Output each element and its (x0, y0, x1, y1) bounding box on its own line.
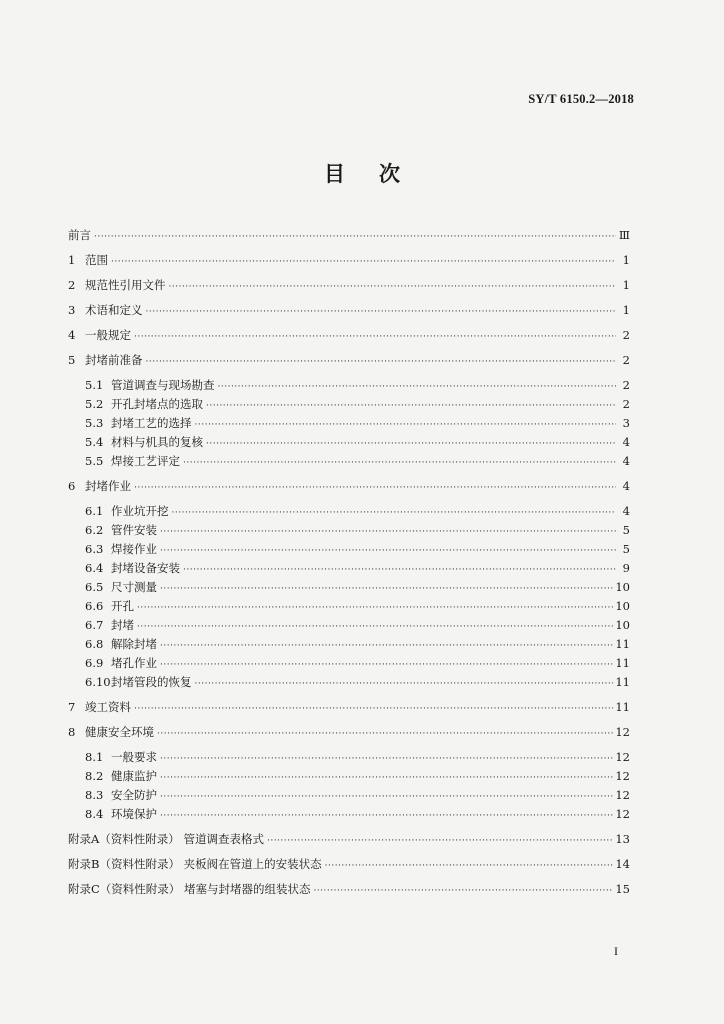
toc-entry-label: 堵孔作业 (111, 656, 157, 670)
toc-entry-page: 12 (615, 769, 630, 783)
dot-leader (94, 228, 616, 247)
toc-entry-page: 10 (615, 599, 630, 613)
toc-entry-number: 6.3 (85, 542, 104, 556)
toc-entry-number: 7 (68, 700, 76, 714)
dot-leader (160, 580, 613, 599)
dot-leader (183, 561, 616, 580)
toc-entry-page: 3 (622, 416, 630, 430)
table-of-contents (68, 226, 630, 899)
toc-entry[interactable] (68, 830, 630, 849)
dot-leader (137, 599, 613, 618)
toc-entry-number: 5.2 (85, 397, 104, 411)
toc-entry-label: 焊接工艺评定 (111, 454, 180, 468)
toc-entry-number: 5 (68, 353, 76, 367)
toc-entry-label: 管道调查与现场勘查 (111, 378, 215, 392)
dot-leader (111, 253, 616, 272)
toc-entry[interactable] (68, 654, 630, 673)
toc-entry-number: 8.2 (85, 769, 104, 783)
toc-entry-number: 5.4 (85, 435, 104, 449)
toc-entry[interactable] (68, 276, 630, 295)
dot-leader (325, 857, 614, 876)
toc-entry[interactable] (68, 698, 630, 717)
dot-leader (146, 353, 617, 372)
toc-entry-label: 规范性引用文件 (85, 278, 166, 292)
toc-entry-label: 作业坑开挖 (111, 504, 169, 518)
toc-entry-label: 安全防护 (111, 788, 157, 802)
toc-entry-number: 6.7 (85, 618, 104, 632)
dot-leader (160, 656, 613, 675)
toc-entry-page: 5 (622, 523, 630, 537)
dot-leader (160, 542, 616, 561)
dot-leader (183, 454, 616, 473)
toc-entry-number: 6.10 (85, 675, 111, 689)
toc-entry-page: 12 (615, 725, 630, 739)
toc-entry-label: 竣工资料 (85, 700, 131, 714)
toc-entry-label: 封堵作业 (85, 479, 131, 493)
toc-entry-label: 附录B（资料性附录） 夹板阀在管道上的安装状态 (68, 857, 322, 871)
toc-entry-page: 4 (622, 479, 630, 493)
dot-leader (160, 523, 616, 542)
toc-entry-label: 焊接作业 (111, 542, 157, 556)
toc-entry-number: 8.4 (85, 807, 104, 821)
toc-entry-page: 1 (622, 303, 630, 317)
toc-entry-number: 6.9 (85, 656, 104, 670)
toc-entry-number: 6.2 (85, 523, 104, 537)
toc-entry[interactable] (68, 351, 630, 370)
toc-entry[interactable] (68, 540, 630, 559)
toc-entry-page: 2 (622, 353, 630, 367)
dot-leader (195, 416, 617, 435)
dot-leader (195, 675, 614, 694)
toc-entry[interactable] (68, 521, 630, 540)
dot-leader (313, 882, 613, 901)
toc-entry-page: 2 (622, 397, 630, 411)
toc-entry[interactable] (68, 786, 630, 805)
toc-entry-page: 12 (615, 807, 630, 821)
toc-entry[interactable] (68, 805, 630, 824)
toc-entry-page: 2 (622, 328, 630, 342)
toc-entry-label: 环境保护 (111, 807, 157, 821)
toc-entry-label: 范围 (85, 253, 108, 267)
toc-entry-label: 解除封堵 (111, 637, 157, 651)
toc-entry-page: 11 (615, 675, 630, 689)
toc-entry-number: 1 (68, 253, 76, 267)
toc-entry-number: 5.5 (85, 454, 104, 468)
dot-leader (160, 750, 613, 769)
toc-entry-number: 2 (68, 278, 76, 292)
toc-entry[interactable] (68, 597, 630, 616)
toc-entry[interactable] (68, 502, 630, 521)
toc-entry[interactable] (68, 395, 630, 414)
toc-entry-label: 尺寸测量 (111, 580, 157, 594)
dot-leader (160, 769, 613, 788)
toc-entry-number: 6.8 (85, 637, 104, 651)
toc-entry-label: 封堵设备安装 (111, 561, 180, 575)
dot-leader (160, 807, 613, 826)
dot-leader (134, 700, 613, 719)
toc-entry-page: 11 (615, 656, 630, 670)
toc-entry-label: 一般规定 (85, 328, 131, 342)
dot-leader (267, 832, 613, 851)
toc-entry[interactable] (68, 880, 630, 899)
dot-leader (206, 435, 616, 454)
toc-entry[interactable] (68, 559, 630, 578)
dot-leader (157, 725, 613, 744)
toc-entry[interactable] (68, 376, 630, 395)
toc-entry[interactable] (68, 414, 630, 433)
toc-entry[interactable] (68, 226, 630, 245)
toc-entry-label: 材料与机具的复核 (111, 435, 203, 449)
dot-leader (160, 788, 613, 807)
toc-entry-number: 5.1 (85, 378, 104, 392)
toc-entry[interactable] (68, 635, 630, 654)
toc-entry[interactable] (68, 616, 630, 635)
toc-entry[interactable] (68, 673, 630, 692)
toc-entry-page: 1 (622, 253, 630, 267)
toc-entry-label: 封堵前准备 (85, 353, 143, 367)
dot-leader (146, 303, 617, 322)
toc-entry-label: 前言 (68, 228, 91, 242)
dot-leader (134, 328, 616, 347)
dot-leader (218, 378, 617, 397)
toc-entry[interactable] (68, 767, 630, 786)
toc-entry-number: 3 (68, 303, 76, 317)
toc-entry-page: 11 (615, 637, 630, 651)
toc-entry-number: 6.1 (85, 504, 104, 518)
toc-entry-page: 14 (615, 857, 630, 871)
toc-entry-page: 10 (615, 580, 630, 594)
toc-entry-page: 9 (622, 561, 630, 575)
toc-title-char-2: 次 (379, 161, 400, 186)
toc-entry-number: 8.1 (85, 750, 104, 764)
toc-entry-number: 5.3 (85, 416, 104, 430)
toc-entry-page: 12 (615, 750, 630, 764)
page-number: I (614, 944, 618, 958)
toc-entry-label: 管件安装 (111, 523, 157, 537)
toc-entry[interactable] (68, 855, 630, 874)
toc-entry-number: 6.6 (85, 599, 104, 613)
dot-leader (172, 504, 617, 523)
toc-entry-page: 5 (622, 542, 630, 556)
toc-entry-number: 6 (68, 479, 76, 493)
toc-entry-number: 8.3 (85, 788, 104, 802)
dot-leader (137, 618, 613, 637)
toc-entry[interactable] (68, 301, 630, 320)
standard-code: SY/T 6150.2—2018 (528, 92, 634, 106)
toc-entry-number: 6.5 (85, 580, 104, 594)
toc-entry-number: 6.4 (85, 561, 104, 575)
toc-entry-label: 附录C（资料性附录） 堵塞与封堵器的组装状态 (68, 882, 311, 896)
toc-entry-page: 4 (622, 435, 630, 449)
toc-entry-page: 4 (622, 454, 630, 468)
toc-entry-number: 4 (68, 328, 76, 342)
toc-entry-page: 2 (622, 378, 630, 392)
toc-entry-page: 11 (615, 700, 630, 714)
toc-entry[interactable] (68, 578, 630, 597)
toc-entry-label: 开孔封堵点的选取 (111, 397, 203, 411)
toc-entry-page: 1 (622, 278, 630, 292)
toc-entry-label: 附录A（资料性附录） 管道调查表格式 (68, 832, 264, 846)
toc-entry[interactable] (68, 433, 630, 452)
toc-entry[interactable] (68, 326, 630, 345)
toc-entry-page: 15 (615, 882, 630, 896)
toc-entry-label: 健康监护 (111, 769, 157, 783)
toc-entry[interactable] (68, 251, 630, 270)
toc-title-char-1: 目 (324, 161, 345, 186)
dot-leader (160, 637, 613, 656)
toc-title (0, 158, 724, 188)
dot-leader (206, 397, 616, 416)
toc-entry[interactable] (68, 723, 630, 742)
toc-entry-label: 术语和定义 (85, 303, 143, 317)
toc-entry-page: 4 (622, 504, 630, 518)
dot-leader (134, 479, 616, 498)
toc-entry-label: 封堵管段的恢复 (111, 675, 192, 689)
toc-entry-page: Ⅲ (618, 228, 630, 242)
toc-entry[interactable] (68, 477, 630, 496)
dot-leader (169, 278, 617, 297)
toc-entry-label: 封堵 (111, 618, 134, 632)
toc-entry-page: 10 (615, 618, 630, 632)
toc-entry-page: 13 (615, 832, 630, 846)
toc-entry-page: 12 (615, 788, 630, 802)
toc-entry-label: 封堵工艺的选择 (111, 416, 192, 430)
toc-entry-number: 8 (68, 725, 76, 739)
toc-entry[interactable] (68, 748, 630, 767)
toc-entry[interactable] (68, 452, 630, 471)
toc-entry-label: 健康安全环境 (85, 725, 154, 739)
toc-entry-label: 开孔 (111, 599, 134, 613)
toc-entry-label: 一般要求 (111, 750, 157, 764)
